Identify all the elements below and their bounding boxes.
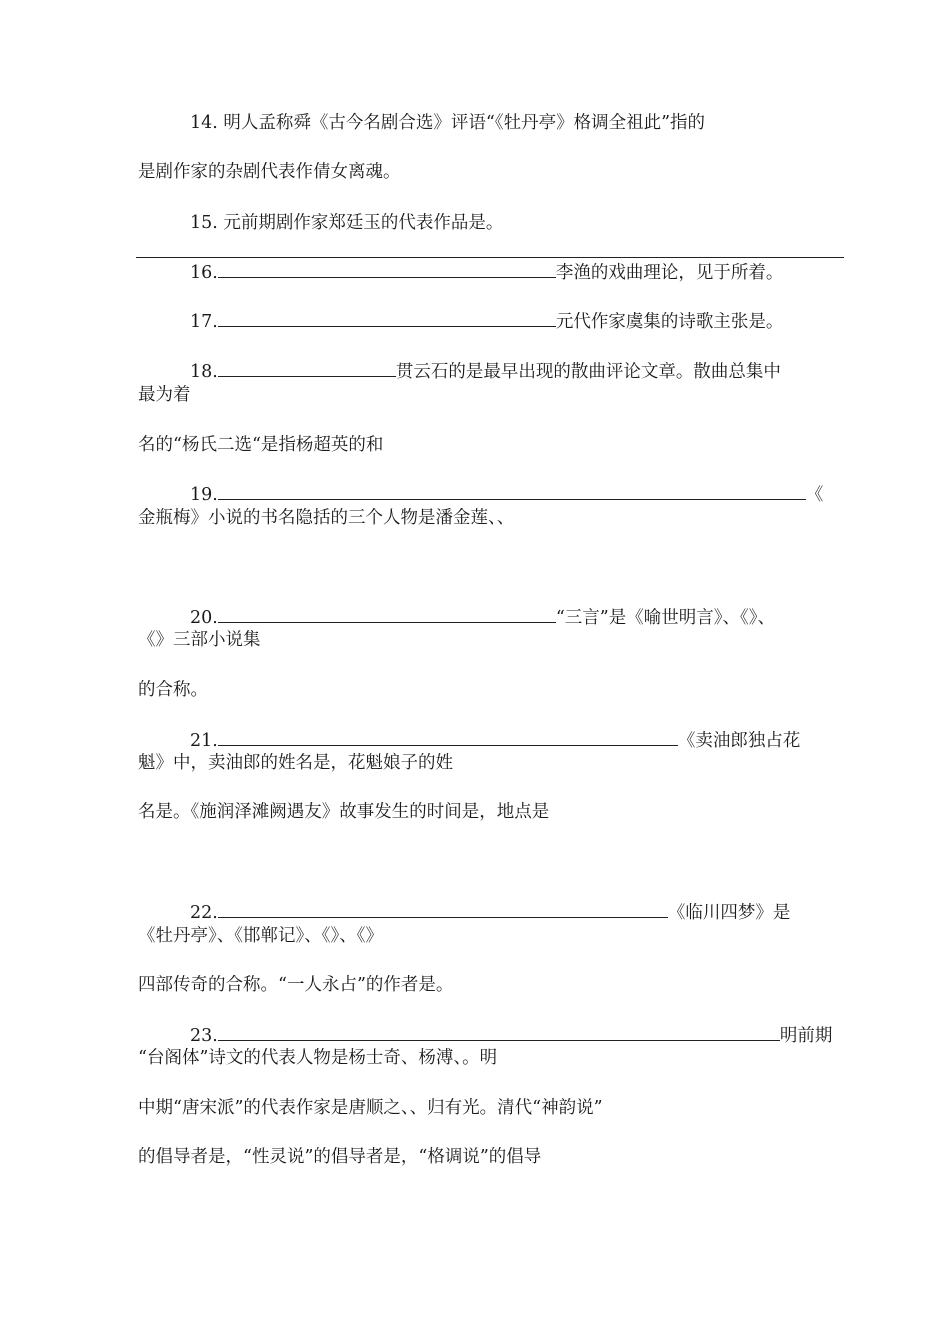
q16-number: 16. bbox=[190, 263, 218, 283]
q20-text: “三言”是《喻世明言》、《》、 bbox=[555, 608, 775, 628]
q17-line bbox=[190, 309, 783, 333]
q20-line-3: 的合称。 bbox=[138, 680, 208, 700]
q19-blank bbox=[218, 482, 806, 500]
q18-blank bbox=[218, 359, 396, 377]
q22-number: 22. bbox=[190, 903, 218, 923]
q19-number: 19. bbox=[190, 485, 218, 505]
q18-text: 贯云石的是最早出现的散曲评论文章。散曲总集中 bbox=[395, 362, 781, 382]
q16-text: 李渔的戏曲理论，见于所着。 bbox=[555, 263, 784, 283]
q20-line-2: 《》三部小说集 bbox=[138, 630, 261, 650]
q17-text: 元代作家虞集的诗歌主张是。 bbox=[555, 312, 784, 332]
q22-line-3: 四部传奇的合称。“一人永占”的作者是。 bbox=[138, 975, 454, 995]
q23-line-1 bbox=[190, 1023, 832, 1047]
q22-text: 《临川四梦》是 bbox=[667, 903, 791, 923]
q18-line-3: 名的“杨氏二选“是指杨超英的和 bbox=[138, 435, 384, 455]
q14-line-1: 14. 明人孟称舜《古今名剧合选》评语“《牡丹亭》格调全祖此”指的 bbox=[190, 113, 706, 133]
q20-number: 20. bbox=[190, 608, 218, 628]
q21-text: 《卖油郎独占花 bbox=[677, 731, 801, 751]
q23-number: 23. bbox=[190, 1026, 218, 1046]
q23-blank bbox=[218, 1023, 780, 1041]
q22-blank bbox=[218, 900, 668, 918]
q17-blank bbox=[218, 309, 556, 327]
q16-blank bbox=[218, 260, 556, 278]
q20-line-1 bbox=[190, 605, 775, 629]
q19-line-2: 金瓶梅》小说的书名隐括的三个人物是潘金莲、、 bbox=[138, 508, 515, 528]
q18-line-2: 最为着 bbox=[138, 385, 191, 405]
q21-line-3: 名是。《施润泽滩阙遇友》故事发生的时间是，地点是 bbox=[138, 802, 550, 822]
q19-text: 《 bbox=[805, 485, 824, 505]
q14-line-2: 是剧作家的杂剧代表作倩女离魂。 bbox=[138, 162, 401, 182]
q21-blank bbox=[218, 728, 678, 746]
q15-line-1: 15. 元前期剧作家郑廷玉的代表作品是。 bbox=[190, 213, 504, 233]
q23-line-4: 的倡导者是，“性灵说”的倡导者是，“格调说”的倡导 bbox=[138, 1147, 542, 1167]
q22-line-2: 《牡丹亭》、《邯郸记》、《》、《》 bbox=[138, 926, 383, 946]
q21-line-1 bbox=[190, 728, 800, 752]
q17-number: 17. bbox=[190, 312, 218, 332]
q19-line-1 bbox=[190, 482, 823, 506]
q23-text: 明前期 bbox=[779, 1026, 833, 1046]
answer-rule bbox=[136, 257, 844, 258]
q21-number: 21. bbox=[190, 731, 218, 751]
q18-number: 18. bbox=[190, 362, 218, 382]
q22-line-1 bbox=[190, 900, 790, 924]
q20-blank bbox=[218, 605, 556, 623]
q23-line-2: “台阁体”诗文的代表人物是杨士奇、杨溥、。明 bbox=[138, 1048, 498, 1068]
q18-line-1 bbox=[190, 359, 781, 383]
q21-line-2: 魁》中，卖油郎的姓名是，花魁娘子的姓 bbox=[138, 753, 453, 773]
q23-line-3: 中期“唐宋派”的代表作家是唐顺之、、归有光。清代“神韵说” bbox=[138, 1098, 603, 1118]
q16-line bbox=[190, 260, 783, 284]
